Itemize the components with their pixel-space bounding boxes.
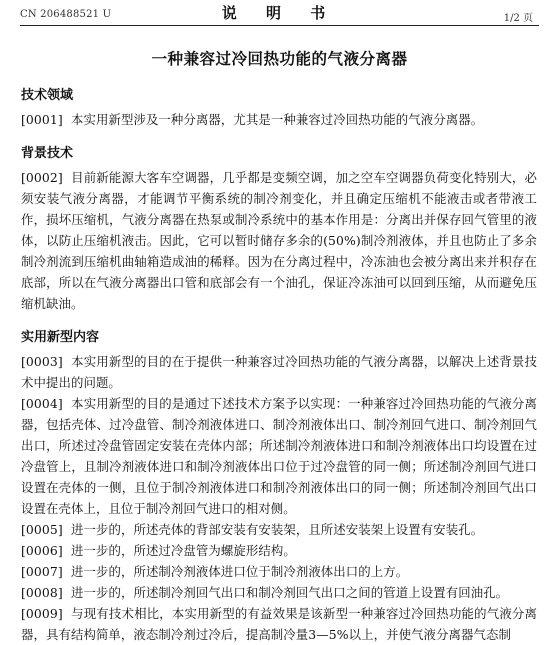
paragraph-text: 目前新能源大客车空调器，几乎都是变频空调，加之空车空调器负荷变化特别大，必须安装气液分离器，才能调节平衡系统的制冷剂变化，并且确定压缩机不能液击或者带液工作，损坏压缩机，气液分离器在热泵或制冷系统中的基本作用是：分离出并保存回气管里的液体，以防止压缩机液击。因此，它可以暂时储存多余的(50%)制冷剂液体，并且也防止了多余制冷剂流到压缩机曲轴箱造成油的稀释。因为在分离过程中，冷冻油也会被分离出来并积存在底部，所以在气液分离器出口管和底部会有一个油孔，保证冷冻油可以回到压缩，从而避免压缩机缺油。 — [21, 170, 537, 311]
paragraph-number: [0007] — [21, 564, 63, 579]
paragraph-number: [0001] — [21, 112, 63, 127]
paragraph-number: [0002] — [21, 170, 63, 185]
paragraph-0003 — [21, 351, 537, 393]
paragraph-text: 本实用新型的目的在于提供一种兼容过冷回热功能的气液分离器，以解决上述背景技术中提出的问题。 — [21, 354, 537, 390]
paragraph-number: [0004] — [21, 396, 63, 411]
paragraph-text: 进一步的，所述过冷盘管为螺旋形结构。 — [71, 543, 296, 558]
paragraph-0007 — [21, 561, 537, 582]
paragraph-0009 — [21, 603, 537, 645]
document-title: 一种兼容过冷回热功能的气液分离器 — [151, 49, 408, 68]
paragraph-number: [0006] — [21, 543, 63, 558]
paragraph-text: 进一步的，所述制冷剂液体进口位于制冷剂液体出口的上方。 — [71, 564, 409, 579]
document-body — [21, 86, 537, 645]
section-heading-content: 实用新型内容 — [21, 330, 100, 345]
document-type-heading: 说 明 书 — [221, 4, 338, 22]
paragraph-0006 — [21, 540, 537, 561]
section-heading-background: 背景技术 — [21, 146, 74, 161]
paragraph-text: 进一步的，所述壳体的背部安装有安装架，且所述安装架上设置有安装孔。 — [71, 522, 484, 537]
page-header — [0, 0, 559, 26]
page-indicator: 1/2 页 — [503, 13, 533, 24]
paragraph-number: [0003] — [21, 354, 63, 369]
paragraph-number: [0009] — [21, 606, 63, 621]
paragraph-number: [0008] — [21, 585, 63, 600]
section-heading-tech-field: 技术领域 — [21, 88, 74, 103]
paragraph-0008 — [21, 582, 537, 603]
paragraph-text: 本实用新型涉及一种分离器，尤其是一种兼容过冷回热功能的气液分离器。 — [71, 112, 484, 127]
paragraph-number: [0005] — [21, 522, 63, 537]
paragraph-text: 本实用新型的目的是通过下述技术方案予以实现：一种兼容过冷回热功能的气液分离器，包括壳体、过冷盘管、制冷剂液体进口、制冷剂液体出口、制冷剂回气进口、制冷剂回气出口，所述过冷盘管固定安装在壳体内部；所述制冷剂液体进口和制冷剂液体出口均设置在过冷盘管上，且制冷剂液体进口和制冷剂液体出口位于过冷盘管的同一侧；所述制冷剂回气进口设置在壳体的一侧，且位于制冷剂液体进口和制冷剂液体出口的同一侧；所述制冷剂回气出口设置在壳体上，且位于制冷剂回气进口的相对侧。 — [21, 396, 537, 516]
paragraph-text: 进一步的，所述制冷剂回气出口和制冷剂回气出口之间的管道上设置有回油孔。 — [71, 585, 509, 600]
paragraph-0004 — [21, 393, 537, 519]
header-divider — [20, 25, 539, 26]
paragraph-0005 — [21, 519, 537, 540]
paragraph-0002 — [21, 167, 537, 314]
paragraph-0001 — [21, 109, 537, 130]
patent-number: CN 206488521 U — [20, 9, 112, 20]
paragraph-text: 与现有技术相比，本实用新型的有益效果是该新型一种兼容过冷回热功能的气液分离器，具有结构简单，液态制冷剂过冷后，提高制冷量3—5%以上，并使气液分离器气态制 — [21, 606, 537, 642]
